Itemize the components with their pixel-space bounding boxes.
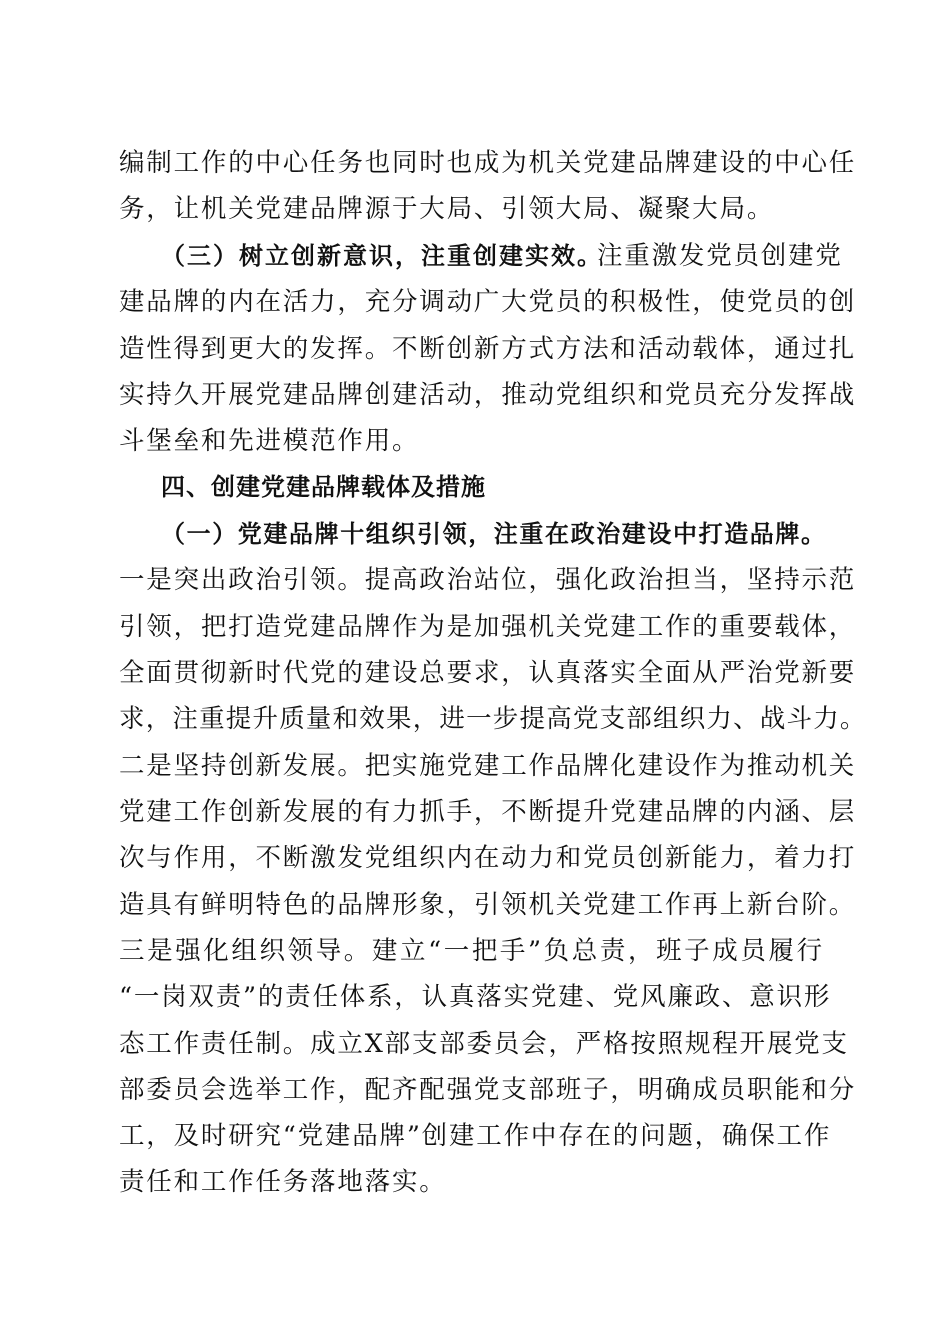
body-text-line: 注重激发党员创建党 [597, 241, 843, 271]
body-text-line: 一是突出政治引领。提高政治站位，强化政治担当，坚持示范 [119, 565, 857, 595]
body-text-line: 次与作用，不断激发党组织内在动力和党员创新能力，着力打 [119, 843, 857, 873]
body-text-line: 党建工作创新发展的有力抓手，不断提升党建品牌的内涵、层 [119, 797, 857, 827]
body-text-line: 造性得到更大的发挥。不断创新方式方法和活动载体，通过扎 [119, 334, 857, 364]
body-text-line: 工，及时研究“党建品牌”创建工作中存在的问题，确保工作 [119, 1121, 832, 1151]
body-text-line: 实持久开展党建品牌创建活动，推动党组织和党员充分发挥战 [119, 380, 857, 410]
body-text-line: 责任和工作任务落地落实。 [119, 1167, 447, 1197]
body-text-line: “一岗双责”的责任体系，认真落实党建、党风廉政、意识形 [119, 982, 832, 1012]
body-text-line: 建品牌的内在活力，充分调动广大党员的积极性，使党员的创 [119, 287, 857, 317]
subsection-heading: （三）树立创新意识，注重创建实效。 [161, 242, 603, 270]
body-text-line: 求，注重提升质量和效果，进一步提高党支部组织力、战斗力。 [119, 704, 867, 734]
body-text-line: 态工作责任制。成立X部支部委员会，严格按照规程开展党支 [119, 1029, 849, 1059]
subsection-heading: （一）党建品牌十组织引领，注重在政治建设中打造品牌。 [161, 520, 827, 548]
body-text-line: 二是坚持创新发展。把实施党建工作品牌化建设作为推动机关 [119, 751, 857, 781]
body-text-line: 全面贯彻新时代党的建设总要求，认真落实全面从严治党新要 [119, 658, 857, 688]
body-text-line: 编制工作的中心任务也同时也成为机关党建品牌建设的中心任 [119, 148, 857, 178]
body-text-line: 部委员会选举工作，配齐配强党支部班子，明确成员职能和分 [119, 1075, 857, 1105]
body-text-line: 三是强化组织领导。建立“一把手”负总责，班子成员履行 [119, 936, 825, 966]
section-heading: 四、创建党建品牌载体及措施 [161, 473, 486, 501]
body-text-line: 造具有鲜明特色的品牌形象，引领机关党建工作再上新台阶。 [119, 890, 857, 920]
body-text-line: 引领，把打造党建品牌作为是加强机关党建工作的重要载体， [119, 612, 857, 642]
body-text-line: 斗堡垒和先进模范作用。 [119, 426, 420, 456]
body-text-line: 务，让机关党建品牌源于大局、引领大局、凝聚大局。 [119, 194, 775, 224]
